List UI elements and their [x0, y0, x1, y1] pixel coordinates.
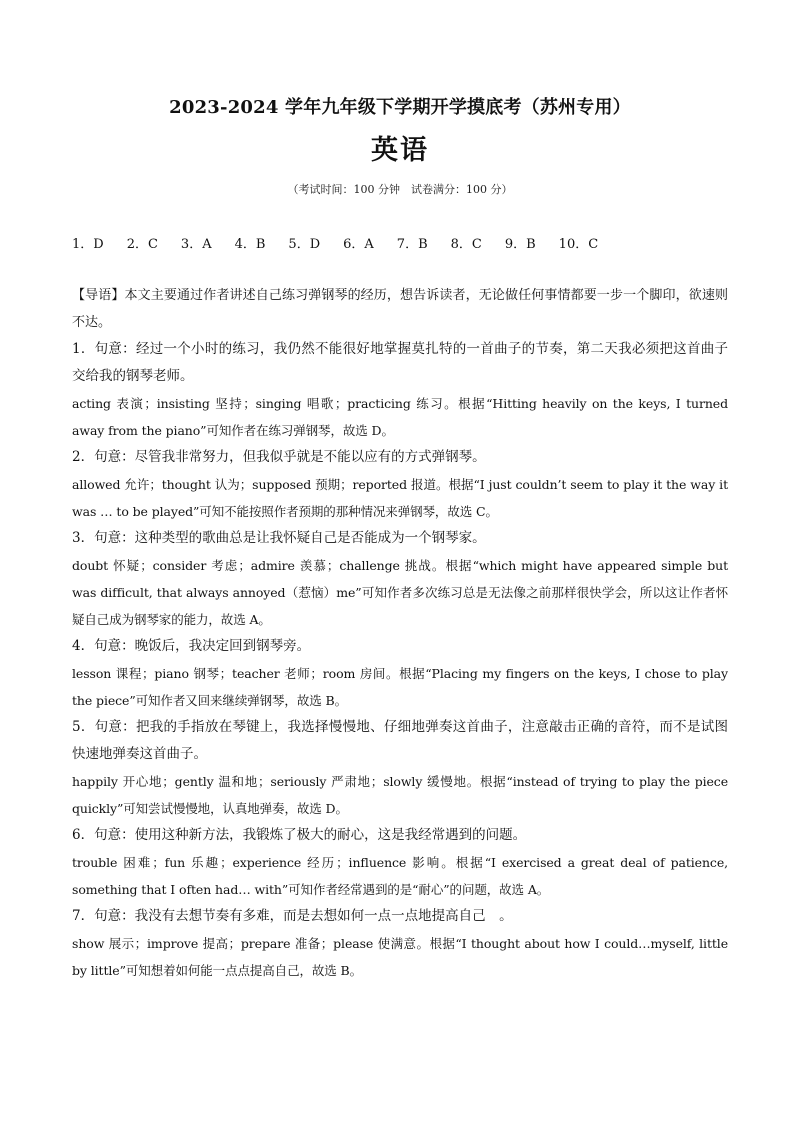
exam-info: （考试时间：100 分钟 试卷满分：100 分）: [287, 183, 513, 196]
question-analysis: allowed 允许；thought 认为；supposed 预期；reported 报道。根据“I just couldn’t seem to play it the way it was … to be played”可知不能按照作者预期的那种情况来弹钢琴，故选 C。: [72, 477, 728, 519]
question-sentence: 4．句意：晚饭后，我决定回到钢琴旁。: [72, 638, 311, 654]
answer-item: 7．B: [396, 237, 428, 252]
question-analysis: doubt 怀疑；consider 考虑；admire 羡慕；challenge 挑战。根据“which might have appeared simple but was difficult, that always annoyed（惹恼）me”可知作者多次练习总是无法像之前那样很快学会，所以这让作者怀疑自己成为钢琴家的能力，故选 A。: [72, 558, 728, 627]
question-analysis: happily 开心地；gently 温和地；seriously 严肃地；slowly 缓慢地。根据“instead of trying to play the piece quickly”可知尝试慢慢地，认真地弹奏，故选 D。: [72, 774, 728, 816]
guide-paragraph: 【导语】本文主要通过作者讲述自己练习弹钢琴的经历，想告诉读者，无论做任何事情都要一步一个脚印，欲速则不达。: [72, 288, 728, 330]
answer-item: 10．C: [558, 237, 599, 252]
answer-item: 2．C: [126, 237, 158, 252]
answer-key-row: [72, 236, 728, 254]
question-analysis: trouble 困难；fun 乐趣；experience 经历；influence 影响。根据“I exercised a great deal of patience, something that I often had… with”可知作者经常遇到的是“耐心”的问题，故选 A。: [72, 855, 728, 897]
question-sentence: 5．句意：把我的手指放在琴键上，我选择慢慢地、仔细地弹奏这首曲子，注意敲击正确的音符，而不是试图快速地弹奏这首曲子。: [72, 719, 728, 762]
question-sentence: 3．句意：这种类型的歌曲总是让我怀疑自己是否能成为一个钢琴家。: [72, 530, 486, 546]
question-analysis: acting 表演；insisting 坚持；singing 唱歌；practicing 练习。根据“Hitting heavily on the keys, I turned away from the piano”可知作者在练习弹钢琴，故选 D。: [72, 396, 728, 438]
answer-item: 1．D: [72, 237, 104, 252]
answer-item: 6．A: [343, 237, 374, 252]
question-sentence: 2．句意：尽管我非常努力，但我似乎就是不能以应有的方式弹钢琴。: [72, 449, 486, 465]
explanation-content: [72, 282, 728, 984]
answer-item: 8．C: [450, 237, 482, 252]
question-sentence: 6．句意：使用这种新方法，我锻炼了极大的耐心，这是我经常遇到的问题。: [72, 827, 527, 843]
answer-item: 4．B: [234, 237, 266, 252]
question-analysis: lesson 课程；piano 钢琴；teacher 老师；room 房间。根据“Placing my fingers on the keys, I chose to play the piece”可知作者又回来继续弹钢琴，故选 B。: [72, 666, 728, 708]
answer-item: 9．B: [504, 237, 536, 252]
question-sentence: 7．句意：我没有去想节奏有多难，而是去想如何一点一点地提高自己 。: [72, 908, 513, 924]
exam-title: 2023-2024 学年九年级下学期开学摸底考（苏州专用）: [169, 97, 631, 118]
answer-item: 3．A: [180, 237, 212, 252]
answer-item: 5．D: [288, 237, 321, 252]
question-sentence: 1．句意：经过一个小时的练习，我仍然不能很好地掌握莫扎特的一首曲子的节奏，第二天我必须把这首曲子交给我的钢琴老师。: [72, 341, 728, 384]
subject-title: 英语: [371, 135, 429, 166]
question-analysis: show 展示；improve 提高；prepare 准备；please 使满意。根据“I thought about how I could…myself, little by little”可知想着如何能一点点提高自己，故选 B。: [72, 936, 728, 978]
